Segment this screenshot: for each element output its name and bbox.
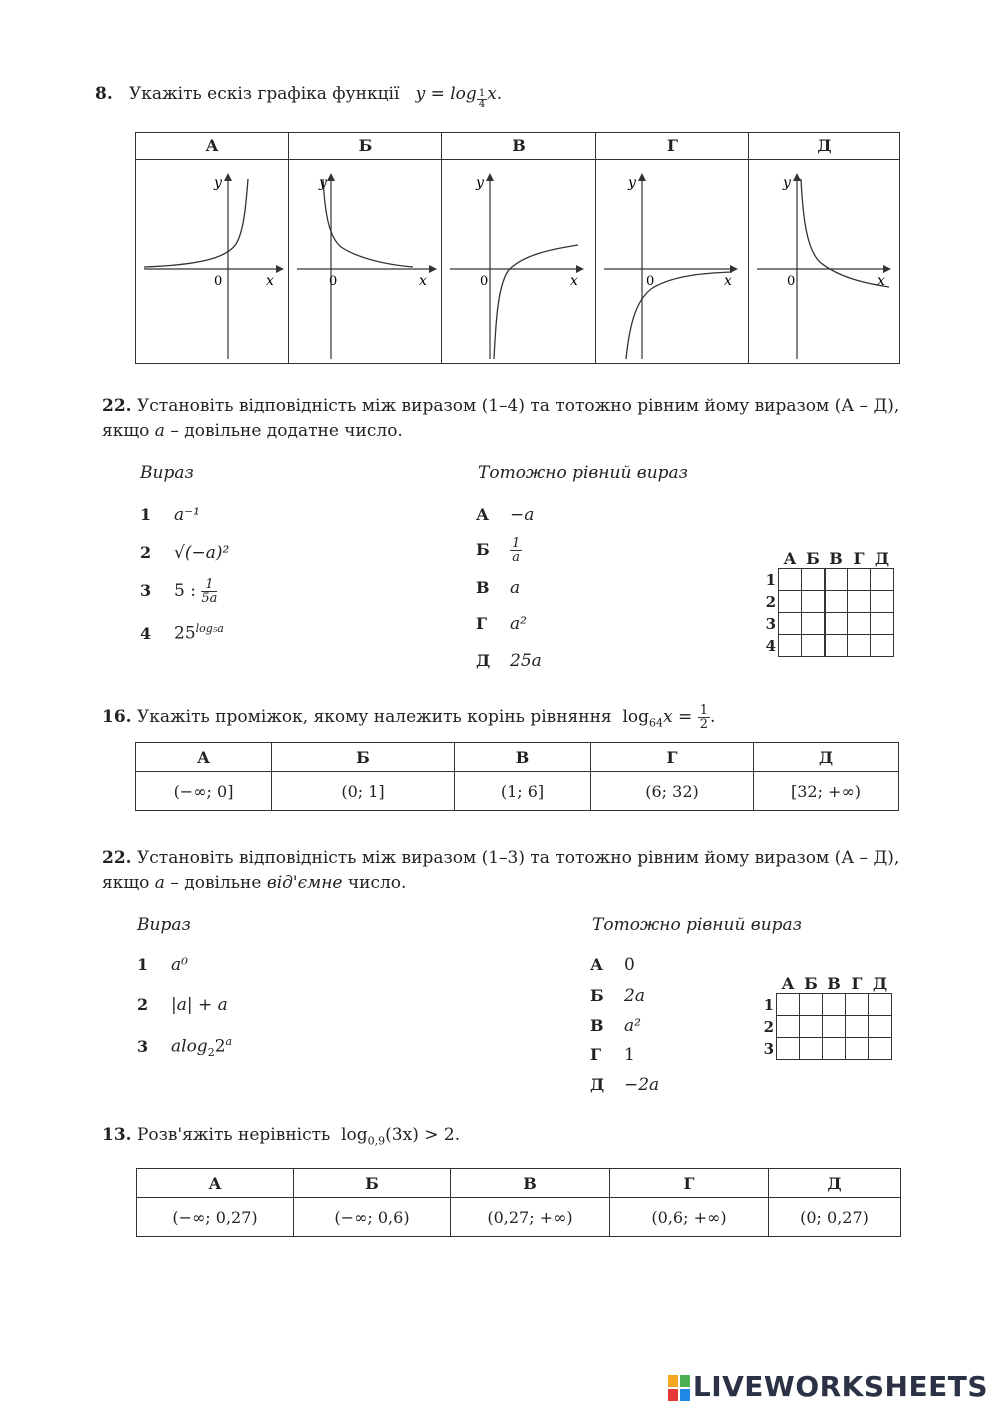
q13-option-g[interactable]: (0,6; +∞) [610,1198,769,1237]
q22a-right-a: А −a [476,505,535,525]
q22a-cell[interactable] [871,569,894,591]
q22a-cell[interactable] [779,591,802,613]
q13-option-b[interactable]: (−∞; 0,6) [294,1198,451,1237]
graph-a-y-label: y [214,175,222,191]
graph-a-x-label: x [266,273,274,289]
graph-v-origin: 0 [480,274,489,289]
q22a-cell[interactable] [848,613,871,635]
q22b-left-1: 1 a⁰ [137,955,188,975]
q22a-text-tail: – довільне додатне число. [170,421,403,441]
q8-formula-tail: x. [487,84,503,104]
graph-d-y-label: y [783,175,791,191]
q8-option-b[interactable] [288,133,442,363]
graph-g-origin: 0 [646,274,655,289]
q16-text: Укажіть проміжок, якому належить корінь рівняння [136,707,612,727]
graph-g [596,159,749,363]
q16-option-d[interactable]: [32; +∞) [754,772,899,811]
graph-g-x-label: x [724,273,732,289]
q22a-cell[interactable] [779,635,802,657]
q8-formula-lhs: y = log [415,84,477,104]
q22b-left-title: Вираз [137,915,191,935]
graph-b-origin: 0 [329,274,338,289]
q22b-cell[interactable] [800,994,823,1016]
q22b-cell[interactable] [869,1038,892,1060]
q8-header-v: В [442,133,596,160]
q22b-right-d: Д −2a [590,1075,660,1095]
q22a-cell[interactable] [802,635,825,657]
q16-option-v[interactable]: (1; 6] [455,772,591,811]
q8-base-den: 4 [478,99,486,110]
graph-b [289,159,442,363]
q13-option-d[interactable]: (0; 0,27) [769,1198,901,1237]
q22b-cell[interactable] [846,994,869,1016]
graph-d-origin: 0 [787,274,796,289]
q22b-left-3: 3 $alog_22^a$ [137,1035,233,1060]
graph-v-x-label: x [570,273,578,289]
q8-header-a: А [136,133,288,160]
q22a-right-v: В a [476,578,521,598]
q22b-cell[interactable] [777,1038,800,1060]
q22a-cell[interactable] [871,635,894,657]
q22b-cell[interactable] [800,1038,823,1060]
q22b-cell[interactable] [777,1016,800,1038]
q22a-right-title: Тотожно рівний вираз [478,463,688,483]
graph-g-y-label: y [628,175,636,191]
q13-prompt: 13. Розв'яжіть нерівність $\log_{0,9}(3x) > 2$. [102,1125,461,1148]
q22b-cell[interactable] [823,1038,846,1060]
q22a-right-g: Г a² [476,614,527,634]
q22b-cell[interactable] [869,994,892,1016]
liveworksheets-logo-icon [668,1375,690,1401]
q22b-left-2: 2 |a| + a [137,995,228,1015]
q22a-prompt [102,394,902,444]
q8-option-g[interactable] [595,133,749,363]
q22a-cell[interactable] [848,635,871,657]
q22a-cell[interactable] [825,635,848,657]
q22a-right-b: Б $\frac{1}{a}$ [476,536,521,565]
q8-option-v[interactable] [441,133,596,363]
q22a-left-3: 3 5 : $\frac{1}{5a}$ [140,577,218,606]
q22b-cell[interactable] [846,1016,869,1038]
logo-text: LIVEWORKSHEETS [692,1370,988,1403]
q8-prompt [95,84,502,110]
q22a-text: Установіть відповідність між виразом (1–4) та тотожно рівним йому виразом (А – Д), якщо [102,396,900,441]
q22b-cell[interactable] [823,1016,846,1038]
q22a-cell[interactable] [848,591,871,613]
liveworksheets-logo [668,1370,988,1403]
q22b-answer-grid: А Б В Г Д 1 2 3 [760,974,892,1060]
q22a-cell[interactable] [779,613,802,635]
q8-number: 8. [95,84,113,104]
q22b-right-b: Б 2a [590,986,645,1006]
q16-options-table: А Б В Г Д (−∞; 0] (0; 1] (1; 6] (6; 32) [32; +∞) [135,742,899,811]
q16-prompt: 16. Укажіть проміжок, якому належить корінь рівняння $\log_{64}x$ = $\frac{1}{2}$ . [102,703,716,732]
graph-b-y-label: y [319,175,327,191]
q8-base-num: 1 [478,88,486,99]
graph-b-x-label: x [419,273,427,289]
q13-option-v[interactable]: (0,27; +∞) [451,1198,610,1237]
q13-text: Розв'яжіть нерівність [136,1125,331,1145]
q22a-cell[interactable] [871,591,894,613]
q8-option-a[interactable] [136,133,288,363]
q22a-cell[interactable] [825,591,848,613]
q22a-cell[interactable] [825,569,848,591]
q22a-cell[interactable] [779,569,802,591]
q16-option-a[interactable]: (−∞; 0] [136,772,272,811]
q16-number: 16. [102,707,132,727]
q22a-cell[interactable] [802,591,825,613]
graph-a [136,159,288,363]
q8-text: Укажіть ескіз графіка функції [128,84,400,104]
q16-option-g[interactable]: (6; 32) [591,772,754,811]
q22b-cell[interactable] [800,1016,823,1038]
q22a-right-d: Д 25a [476,651,542,671]
q22b-cell[interactable] [777,994,800,1016]
graph-d [749,159,900,363]
q22b-text: Установіть відповідність між виразом (1–3) та тотожно рівним йому виразом (А – Д), якщо [102,848,900,893]
q22b-cell[interactable] [846,1038,869,1060]
q22a-left-title: Вираз [140,463,194,483]
q8-option-d[interactable] [748,133,900,363]
q22a-left-2: 2 √(−a)² [140,543,230,563]
q22a-cell[interactable] [848,569,871,591]
q22b-prompt: 22. Установіть відповідність між виразом (1–3) та тотожно рівним йому виразом (А – Д), якщо a – довільне від'ємне число. [102,848,900,893]
graph-v [442,159,596,363]
q8-graph-table [135,132,900,364]
graph-a-origin: 0 [214,274,223,289]
q22b-cell[interactable] [869,1016,892,1038]
q13-option-a[interactable]: (−∞; 0,27) [137,1198,294,1237]
q22a-cell[interactable] [825,613,848,635]
q22b-cell[interactable] [823,994,846,1016]
q22a-cell[interactable] [802,613,825,635]
q8-header-d: Д [749,133,900,160]
q22a-left-4: 4 $25^{log_5a}$ [140,622,224,644]
q22a-number: 22. [102,396,132,416]
q22b-number: 22. [102,848,132,868]
q22b-right-a: А 0 [590,955,635,975]
q22a-cell[interactable] [871,613,894,635]
q13-options-table: А Б В Г Д (−∞; 0,27) (−∞; 0,6) (0,27; +∞) (0,6; +∞) (0; 0,27) [136,1168,901,1237]
graph-d-x-label: x [877,273,885,289]
q8-header-g: Г [596,133,749,160]
q13-number: 13. [102,1125,132,1145]
q22b-right-title: Тотожно рівний вираз [592,915,802,935]
q22a-cell[interactable] [802,569,825,591]
q16-option-b[interactable]: (0; 1] [272,772,455,811]
q22a-left-1: 1 a⁻¹ [140,505,200,525]
q22b-right-v: В a² [590,1016,641,1036]
graph-v-y-label: y [476,175,484,191]
q22a-answer-grid: А Б В Г Д 1 2 3 4 [762,549,894,657]
q8-header-b: Б [289,133,442,160]
q22a-var: a [154,421,165,441]
q22b-right-g: Г 1 [590,1045,635,1065]
